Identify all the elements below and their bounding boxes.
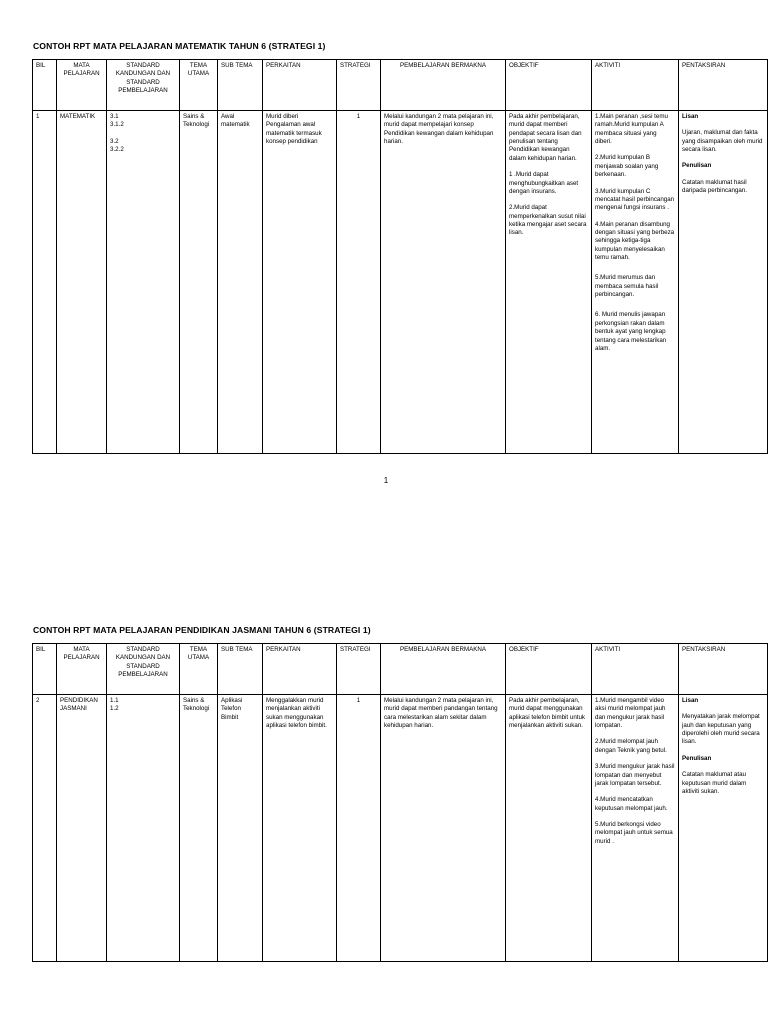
cell-standard xyxy=(107,111,180,454)
standard-code: 1.2 xyxy=(110,705,119,713)
header-sub-tema: SUB TEMA xyxy=(218,644,263,695)
lisan-heading: Lisan xyxy=(682,113,699,120)
aktiviti-item: 4.Murid mencatatkan keputusan melompat jauh. xyxy=(595,796,668,812)
cell-aktiviti xyxy=(592,695,679,962)
objektif-item: 1 .Murid dapat menghubungkaitkan aset dengan insurans. xyxy=(509,171,579,195)
cell-perkaitan: Menggalakkan murid menjalankan aktiviti sukan menggunakan aplikasi telefon bimbit. xyxy=(263,695,337,962)
penulisan-text: Catatan maklumat atau keputusan murid dalam aktiviti sukan. xyxy=(682,771,747,795)
table-row xyxy=(33,695,768,962)
header-perkaitan: PERKAITAN xyxy=(263,644,337,695)
header-mata-pelajaran: MATA PELAJARAN xyxy=(57,60,107,111)
objektif-item: 2.Murid dapat memperkenalkan susut nilai ketika mengajar aset secara lisan. xyxy=(509,204,587,237)
cell-bil: 2 xyxy=(33,695,57,962)
header-strategi: STRATEGI xyxy=(337,60,381,111)
header-objektif: OBJEKTIF xyxy=(506,644,592,695)
header-pentaksiran: PENTAKSIRAN xyxy=(679,60,768,111)
cell-strategi: 1 xyxy=(337,111,381,454)
header-standard: STANDARD KANDUNGAN DAN STANDARD PEMBELAJARAN xyxy=(107,60,180,111)
cell-mata-pelajaran: PENDIDIKAN JASMANI xyxy=(57,695,107,962)
header-mata-pelajaran: MATA PELAJARAN xyxy=(57,644,107,695)
penulisan-text: Catatan maklumat hasil daripada perbincangan. xyxy=(682,178,748,195)
header-tema-utama: TEMA UTAMA xyxy=(180,60,218,111)
header-tema-utama: TEMA UTAMA xyxy=(180,644,218,695)
cell-mata-pelajaran: MATEMATIK xyxy=(57,111,107,454)
aktiviti-item: 2.Murid kumpulan B menjawab soalan yang berkenaan. xyxy=(595,154,659,179)
cell-objektif xyxy=(506,111,592,454)
objektif-item: Pada akhir pembelajaran, murid dapat menggunakan aplikasi telefon bimbit untuk menjalankan aktiviti sukan. xyxy=(509,697,586,730)
rpt-table-matematik xyxy=(32,59,768,454)
cell-pentaksiran xyxy=(679,111,768,454)
header-row xyxy=(33,644,768,695)
header-aktiviti: AKTIVITI xyxy=(592,644,679,695)
aktiviti-item: 4.Main peranan disambung dengan situasi yang berbeza sehingga ketiga-tiga kumpulan menyelesaikan temu ramah. xyxy=(595,220,675,262)
penulisan-heading: Penulisan xyxy=(682,754,712,762)
cell-objektif xyxy=(506,695,592,962)
header-perkaitan: PERKAITAN xyxy=(263,60,337,111)
cell-tema-utama: Sains & Teknologi xyxy=(180,695,218,962)
aktiviti-item: 1.Murid mengambil video aksi murid melompat jauh dan mengukur jarak hasil lompatan. xyxy=(595,697,666,730)
header-aktiviti: AKTIVITI xyxy=(592,60,679,111)
standard-code: 3.1.2 xyxy=(110,121,124,129)
aktiviti-item: 3.Murid mengukur jarak hasil lompatan dan menyebut jarak lompatan tersebut. xyxy=(595,763,675,787)
page-number: 1 xyxy=(383,476,389,485)
header-strategi: STRATEGI xyxy=(337,644,381,695)
header-pembelajaran-bermakna: PEMBELAJARAN BERMAKNA xyxy=(381,60,506,111)
header-pembelajaran-bermakna: PEMBELAJARAN BERMAKNA xyxy=(381,644,506,695)
standard-code: 3.2 xyxy=(110,137,119,145)
lisan-heading: Lisan xyxy=(682,697,699,704)
header-pentaksiran: PENTAKSIRAN xyxy=(679,644,768,695)
cell-pembelajaran-bermakna: Melalui kandungan 2 mata pelajaran ini, murid dapat mempelajari konsep Pendidikan kewangan dalam kehidupan harian. xyxy=(381,111,506,454)
cell-strategi: 1 xyxy=(337,695,381,962)
cell-sub-tema: Awal matematik xyxy=(218,111,263,454)
rpt-table-pendidikan-jasmani xyxy=(32,643,768,962)
cell-standard xyxy=(107,695,180,962)
lisan-text: Menyatakan jarak melompat jauh dan keputusan yang diperolehi oleh murid secara lisan. xyxy=(682,713,760,746)
aktiviti-item: 5.Murid merumus dan membaca semula hasil perbincangan. xyxy=(595,274,659,299)
objektif-item: Pada akhir pembelajaran, murid dapat memberi pendapat secara lisan dan penulisan tentang Pendidikan kewangan dalam kehidupan harian. xyxy=(509,113,582,162)
standard-code: 1.1 xyxy=(110,697,119,704)
penulisan-heading: Penulisan xyxy=(682,162,712,170)
section-2-title: CONTOH RPT MATA PELAJARAN PENDIDIKAN JASMANI TAHUN 6 (STRATEGI 1) xyxy=(33,625,371,635)
aktiviti-item: 3.Murid kumpulan C mencatat hasil perbincangan mengenai fungsi insurans . xyxy=(595,187,675,212)
header-standard: STANDARD KANDUNGAN DAN STANDARD PEMBELAJARAN xyxy=(107,644,180,695)
header-objektif: OBJEKTIF xyxy=(506,60,592,111)
cell-bil: 1 xyxy=(33,111,57,454)
aktiviti-item: 5.Murid berkongsi video melompat jauh untuk semua murid . xyxy=(595,820,673,845)
table-row xyxy=(33,111,768,454)
aktiviti-item: 2.Murid melompat jauh dengan Teknik yang betul. xyxy=(595,738,667,754)
header-row xyxy=(33,60,768,111)
cell-pembelajaran-bermakna: Melalui kandungan 2 mata pelajaran ini, murid dapat memberi pandangan tentang cara melestarikan alam sekitar dalam kehidupan harian. xyxy=(381,695,506,962)
aktiviti-item: 1.Main peranan ,sesi temu ramah.Murid kumpulan A membaca situasi yang diberi. xyxy=(595,113,668,146)
section-1-title: CONTOH RPT MATA PELAJARAN MATEMATIK TAHUN 6 (STRATEGI 1) xyxy=(33,41,326,51)
cell-pentaksiran xyxy=(679,695,768,962)
cell-perkaitan: Murid diberi Pengalaman awal matematik termasuk konsep pendidikan xyxy=(263,111,337,454)
header-sub-tema: SUB TEMA xyxy=(218,60,263,111)
standard-code: 3.1 xyxy=(110,113,119,120)
header-bil: BIL xyxy=(33,644,57,695)
cell-sub-tema: Aplikasi Telefon Bimbit xyxy=(218,695,263,962)
cell-tema-utama: Sains & Teknologi xyxy=(180,111,218,454)
standard-code: 3.2.2 xyxy=(110,146,124,154)
cell-aktiviti xyxy=(592,111,679,454)
lisan-text: Ujaran, maklumat dan fakta yang disampaikan oleh murid secara lisan. xyxy=(682,129,763,154)
header-bil: BIL xyxy=(33,60,57,111)
aktiviti-item: 6. Murid menulis jawapan perkongsian rakan dalam bentuk ayat yang lengkap tentang cara melestarikan alam. xyxy=(595,311,667,352)
